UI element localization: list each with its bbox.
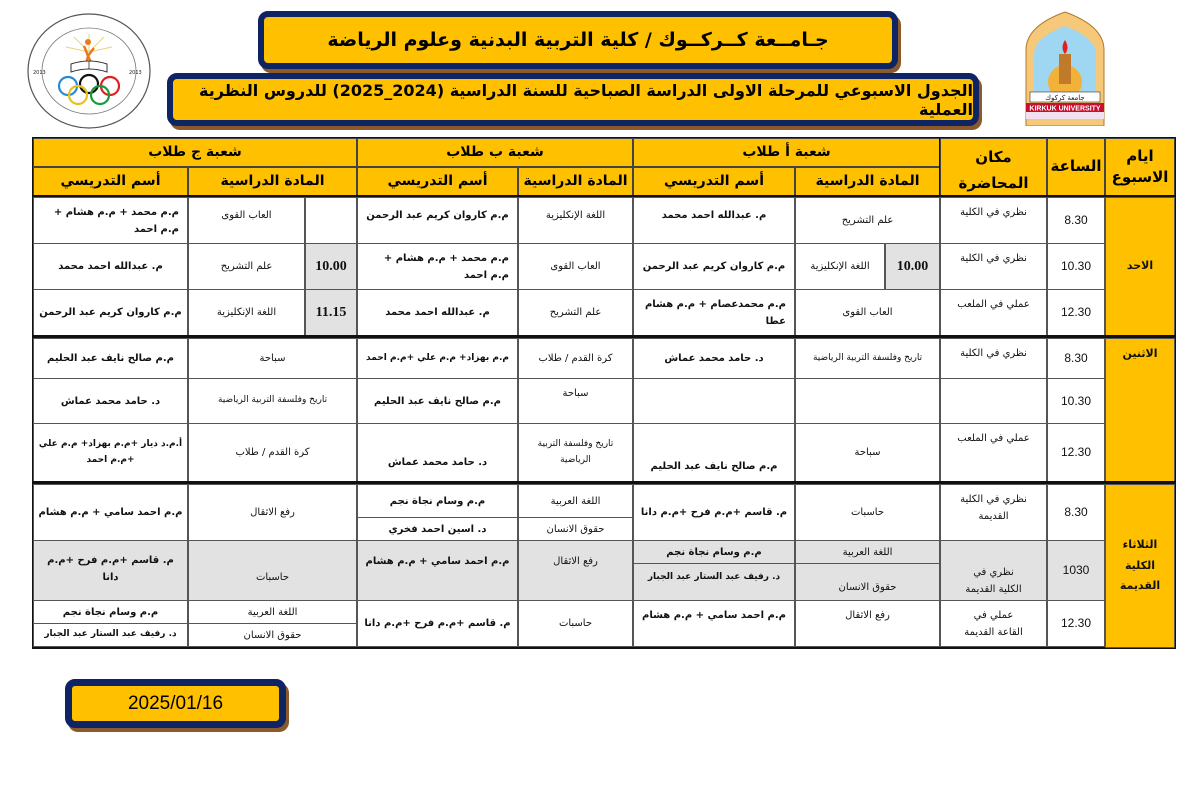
day-tuesday: الثلاثاء الكلية القديمة (1105, 484, 1175, 648)
college-logo (26, 12, 152, 130)
subject-cell: تاريخ وفلسفة التربية الرياضية (795, 338, 940, 379)
teacher-cell: م.م بهزاد+ م.م علي +م.م احمد (357, 338, 518, 379)
date-label: 2025/01/16 (127, 692, 224, 714)
subject-cell: اللغة الإنكليزية (795, 243, 885, 290)
teacher-cell: م.م وسام نجاة نجم (33, 600, 188, 624)
svg-text:2013: 2013 (33, 70, 46, 76)
subject-cell: تاريخ وفلسفة التربية الرياضية (188, 378, 357, 424)
subject-cell: رفع الاثقال (188, 484, 357, 541)
teacher-cell: م.م صالح نايف عبد الحليم (33, 338, 188, 379)
header-section-a: شعبة أ طلاب (633, 138, 940, 167)
teacher-cell: م. عبدالله احمد محمد (357, 289, 518, 336)
teacher-cell: م.م محمد + م.م هشام + م.م احمد (33, 197, 188, 244)
subject-cell: اللغة الإنكليزية (518, 197, 633, 244)
time-cell: 8.30 (1047, 338, 1105, 379)
time-cell: 10.30 (1047, 378, 1105, 424)
header-section-b: شعبة ب طلاب (357, 138, 633, 167)
header-section-c: شعبة ج طلاب (33, 138, 357, 167)
header-c-subject: المادة الدراسية (188, 167, 357, 196)
subtime-cell: 11.15 (305, 289, 357, 336)
header-a-subject: المادة الدراسية (795, 167, 940, 196)
subject-cell: سباحة (518, 378, 633, 424)
subtime-cell: 10.00 (885, 243, 940, 290)
place-cell: نظري في الكلية (940, 197, 1047, 244)
teacher-cell: د. حامد محمد عماش (33, 378, 188, 424)
subject-cell: العاب القوى (795, 289, 940, 336)
teacher-cell: م.م احمد سامي + م.م هشام (633, 600, 795, 647)
subject-cell: كرة القدم / طلاب (188, 423, 357, 482)
teacher-cell: د. حامد محمد عماش (357, 423, 518, 482)
place-cell: عملي في القاعة القديمة (940, 600, 1047, 647)
teacher-cell: أ.م.د ديار +م.م بهزاد+ م.م علي +م.م احمد (33, 423, 188, 482)
teacher-cell: م.م كاروان كريم عبد الرحمن (633, 243, 795, 290)
subject-cell: اللغة العربية (518, 484, 633, 518)
subject-cell: حقوق الانسان (188, 623, 357, 647)
subject-cell: حقوق الانسان (795, 563, 940, 601)
header-a-teacher: أسم التدريسي (633, 167, 795, 196)
teacher-cell: م.م كاروان كريم عبد الرحمن (33, 289, 188, 336)
svg-text:2013: 2013 (129, 70, 142, 76)
teacher-cell: د. رفيف عبد الستار عبد الجبار (33, 623, 188, 647)
teacher-cell (633, 378, 795, 424)
teacher-cell: م. قاسم +م.م فرح +م.م دانا (633, 484, 795, 541)
place-cell: نظري في الكلية (940, 243, 1047, 290)
header-b-subject: المادة الدراسية (518, 167, 633, 196)
subtime-cell: 10.00 (305, 243, 357, 290)
subject-cell: حاسبات (188, 540, 357, 601)
schedule-title-banner (167, 73, 979, 126)
time-cell: 8.30 (1047, 197, 1105, 244)
university-title: جـامــعة كــركــوك / كلية التربية البدنية وعلوم الرياضة (327, 29, 829, 51)
subject-cell: سباحة (188, 338, 357, 379)
subject-cell: رفع الاثقال (795, 600, 940, 647)
teacher-cell: م. قاسم +م.م فرح +م.م دانا (357, 600, 518, 647)
college-emblem-icon (26, 12, 152, 130)
subject-cell: العاب القوى (518, 243, 633, 290)
header-b-teacher: أسم التدريسي (357, 167, 518, 196)
schedule-title: الجدول الاسبوعي للمرحلة الاولى الدراسة الصباحية للسنة الدراسية (2024_2025) للدروس النظرية العملية (199, 80, 973, 119)
svg-text:KIRKUK UNIVERSITY: KIRKUK UNIVERSITY (1029, 105, 1101, 113)
day-sunday: الاحد (1105, 197, 1175, 336)
teacher-cell: م.م صالح نايف عبد الحليم (357, 378, 518, 424)
place-cell: عملي في الملعب (940, 289, 1047, 336)
teacher-cell: د. حامد محمد عماش (633, 338, 795, 379)
subject-cell: اللغة العربية (795, 540, 940, 564)
subject-cell: علم التشريح (518, 289, 633, 336)
teacher-cell: م. عبدالله احمد محمد (633, 197, 795, 244)
day-monday: الاثنين (1105, 338, 1175, 483)
place-cell: نظري في الكلية القديمة (940, 484, 1047, 541)
teacher-cell: م.م كاروان كريم عبد الرحمن (357, 197, 518, 244)
header-place: مكان المحاضرة (940, 138, 1047, 196)
teacher-cell: م.م محمد + م.م هشام + م.م احمد (357, 243, 518, 290)
time-cell: 12.30 (1047, 600, 1105, 647)
time-cell: 12.30 (1047, 289, 1105, 336)
kirkuk-emblem-icon (1020, 8, 1110, 126)
subject-cell: حاسبات (518, 600, 633, 647)
place-cell: عملي في الملعب (940, 423, 1047, 482)
teacher-cell: م.م احمد سامي + م.م هشام (357, 540, 518, 601)
subtime-cell (305, 197, 357, 244)
subject-cell: علم التشريح (188, 243, 305, 290)
teacher-cell: م. عبدالله احمد محمد (33, 243, 188, 290)
subject-cell: حاسبات (795, 484, 940, 541)
kirkuk-university-logo (1020, 8, 1110, 126)
subject-cell: سباحة (795, 423, 940, 482)
subject-cell: اللغة الإنكليزية (188, 289, 305, 336)
teacher-cell: د. اسين احمد فخري (357, 517, 518, 541)
place-cell: نظري في الكلية القديمة (940, 540, 1047, 601)
place-cell (940, 378, 1047, 424)
subject-cell: كرة القدم / طلاب (518, 338, 633, 379)
teacher-cell: م.م وسام نجاة نجم (633, 540, 795, 564)
subject-cell: اللغة العربية (188, 600, 357, 624)
university-title-banner (258, 11, 898, 69)
subject-cell: العاب القوى (188, 197, 305, 244)
header-c-teacher: أسم التدريسي (33, 167, 188, 196)
teacher-cell: م.م صالح نايف عبد الحليم (633, 423, 795, 482)
subject-cell: حقوق الانسان (518, 517, 633, 541)
time-cell: 8.30 (1047, 484, 1105, 541)
time-cell: 10.30 (1047, 243, 1105, 290)
subject-cell (795, 378, 940, 424)
place-cell: نظري في الكلية (940, 338, 1047, 379)
time-cell: 1030 (1047, 540, 1105, 601)
teacher-cell: م.م احمد سامي + م.م هشام (33, 484, 188, 541)
header-days: ايام الاسبوع (1105, 138, 1175, 196)
subject-cell: رفع الاثقال (518, 540, 633, 601)
header-time: الساعة (1047, 138, 1105, 196)
teacher-cell: م.م وسام نجاة نجم (357, 484, 518, 518)
time-cell: 12.30 (1047, 423, 1105, 482)
date-banner (65, 679, 286, 728)
svg-text:جامعة كركوك: جامعة كركوك (1045, 94, 1085, 102)
subject-cell: تاريخ وفلسفة التربية الرياضية (518, 423, 633, 482)
teacher-cell: م. قاسم +م.م فرح +م.م دانا (33, 540, 188, 601)
subject-cell: علم التشريح (795, 197, 940, 244)
teacher-cell: د. رفيف عبد الستار عبد الجبار (633, 563, 795, 601)
teacher-cell: م.م محمدعصام + م.م هشام عطا (633, 289, 795, 336)
